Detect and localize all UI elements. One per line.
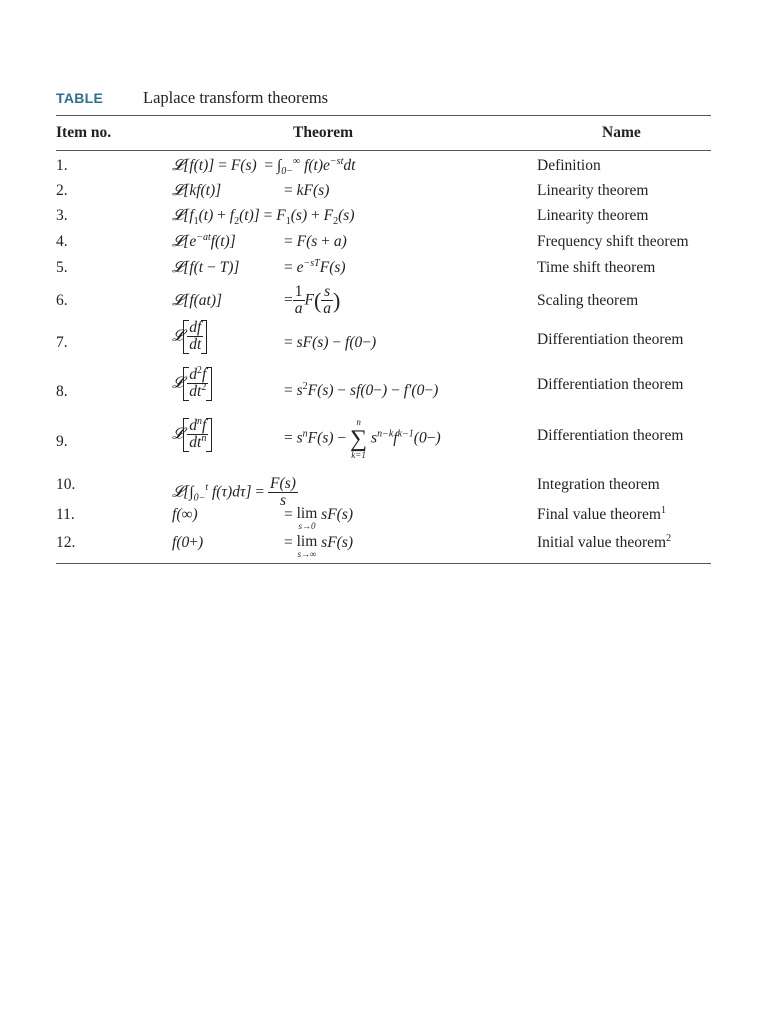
item-number: 12. xyxy=(56,534,76,551)
theorem-formula: $𝓛[f_1(t) + f_2(t)] = F_1(s) + F_2(s)$ xyxy=(172,207,355,228)
item-number: 2. xyxy=(56,182,68,199)
theorem-name: Linearity theorem xyxy=(537,207,649,224)
top-rule xyxy=(56,115,711,116)
header-item-no: Item no. xyxy=(56,124,112,141)
item-number: 9. xyxy=(56,433,68,450)
theorem-formula: $𝓛[e^{-at}f(t)]$ xyxy=(172,231,236,250)
theorem-name: Scaling theorem xyxy=(537,292,639,309)
theorem-result: = $s^2F(s) - sf(0-) - f'(0-)$ xyxy=(284,380,439,399)
theorem-formula: 𝓛 $\frac{df}{dt}$ xyxy=(172,320,207,354)
theorem-result: = sF(s) − f(0−) xyxy=(284,334,377,351)
table-row xyxy=(56,415,711,468)
theorem-name: Differentiation theorem xyxy=(537,331,684,348)
theorem-formula: 𝓛[f(t)] = $F(s) = \int_{0-}^\infty$ $f(t)e^{-st}dt$ xyxy=(172,155,356,178)
table-row xyxy=(56,233,711,253)
table-row xyxy=(56,468,711,510)
theorem-result: = lim s→0 sF(s) xyxy=(284,505,354,531)
table-title: Laplace transform theorems xyxy=(143,88,329,107)
theorem-result: = lim s→∞ sF(s) xyxy=(284,533,354,559)
theorem-name: Integration theorem xyxy=(537,476,660,493)
table-caption xyxy=(56,88,716,112)
item-number: 5. xyxy=(56,259,68,276)
header-rule xyxy=(56,150,711,151)
theorem-formula: 𝓛[f(at)] xyxy=(172,292,223,309)
item-number: 11. xyxy=(56,506,75,523)
table-row xyxy=(56,534,711,562)
item-number: 10. xyxy=(56,476,76,493)
table-row xyxy=(56,182,711,202)
theorem-formula: 𝓛 $\frac{d^2f}{dt^2}$ xyxy=(172,367,212,401)
theorem-formula: 𝓛[kf(t)] xyxy=(172,182,222,199)
item-number: 7. xyxy=(56,334,68,351)
footnote-marker: 1 xyxy=(660,504,666,516)
theorem-formula: f(0+) xyxy=(172,534,204,551)
item-number: 8. xyxy=(56,383,68,400)
theorem-name: Differentiation theorem xyxy=(537,427,684,444)
theorem-result: = $s^nF(s)$ − n ∑ k=1 $s^{n-k}f^{k-1}(0-)$ xyxy=(284,417,441,460)
theorem-name: Definition xyxy=(537,157,601,174)
theorem-result: = kF(s) xyxy=(284,182,330,199)
theorem-formula: $𝓛[\int_{0-}^t$ f(τ)dτ] = $\frac{F(s)}{s}$ xyxy=(172,475,296,510)
theorem-name: Time shift theorem xyxy=(537,259,656,276)
table-row xyxy=(56,259,711,279)
table-row xyxy=(56,320,711,362)
theorem-result: = $\frac{1}{a}$ F( $\frac{s}{a}$ ) xyxy=(284,283,341,318)
table-row xyxy=(56,207,711,227)
item-number: 4. xyxy=(56,233,68,250)
item-number: 6. xyxy=(56,292,68,309)
theorem-name: Final value theorem$^1$ xyxy=(537,504,666,523)
item-number: 1. xyxy=(56,157,68,174)
theorem-formula: 𝓛[f(t − T)] xyxy=(172,259,240,276)
theorem-name: Differentiation theorem xyxy=(537,376,684,393)
item-number: 3. xyxy=(56,207,68,224)
table-label: TABLE xyxy=(56,90,104,106)
theorem-result: = $e^{-sT}F(s)$ xyxy=(284,257,346,276)
theorem-name: Initial value theorem$^2$ xyxy=(537,532,672,551)
header-name: Name xyxy=(602,124,641,141)
table-header xyxy=(56,122,711,144)
theorem-name: Linearity theorem xyxy=(537,182,649,199)
bottom-rule xyxy=(56,563,711,564)
theorem-name: Frequency shift theorem xyxy=(537,233,689,250)
footnote-marker: 2 xyxy=(666,532,672,544)
table-row xyxy=(56,364,711,415)
table-row xyxy=(56,506,711,534)
theorem-formula: 𝓛 $\frac{d^nf}{dt^n}$ xyxy=(172,418,212,452)
theorem-formula: f(∞) xyxy=(172,506,198,523)
table-row xyxy=(56,157,711,177)
header-theorem: Theorem xyxy=(293,124,353,141)
theorem-result: = F(s + a) xyxy=(284,233,347,250)
